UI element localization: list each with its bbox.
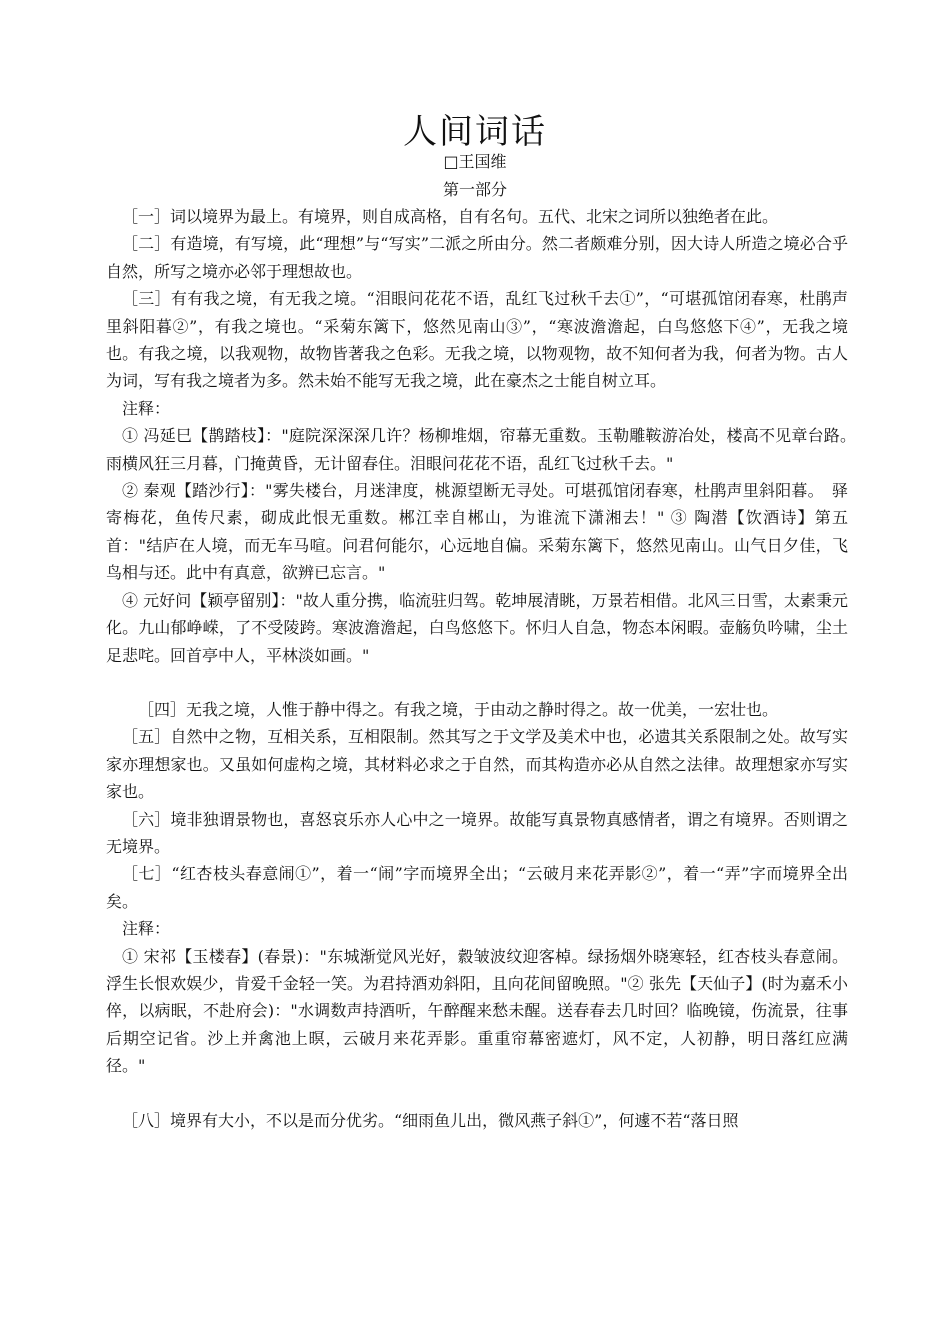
paragraph-5: ［五］自然中之物，互相关系，互相限制。然其写之于文学及美术中也，必遗其关系限制之处。故写实家亦理想家也。又虽如何虚构之境，其材料必求之于自然，而其构造亦必从自然之法律。故理想家亦写实家也。 xyxy=(106,727,848,802)
document-title: 人间词话 xyxy=(403,112,547,152)
author-line: □王国维 xyxy=(443,152,507,171)
section-heading: 第一部分 xyxy=(442,180,507,199)
note-4: ④ 元好问【颖亭留别】："故人重分携，临流驻归驾。乾坤展清眺，万景若相借。北风三日雪，太素秉元化。九山郁峥嵘，了不受陵跨。寒波澹澹起，白鸟悠悠下。怀归人自急，物态本闲暇。壶觞负吟啸，尘土足悲咤。回首亭中人，平林淡如画。" xyxy=(106,590,848,665)
paragraph-4: ［四］无我之境，人惟于静中得之。有我之境，于由动之静时得之。故一优美，一宏壮也。 xyxy=(138,699,779,719)
paragraph-6: ［六］境非独谓景物也，喜怒哀乐亦人心中之一境界。故能写真景物真感情者，谓之有境界。否则谓之无境界。 xyxy=(106,809,848,856)
notes-label-2: 注释： xyxy=(122,919,171,939)
paragraph-3: ［三］有有我之境，有无我之境。“泪眼问花花不语，乱红飞过秋千去①”，“可堪孤馆闭春寒，杜鹃声里斜阳暮②”，有我之境也。“采菊东篱下，悠然见南山③”，“寒波澹澹起，白鸟悠悠下④”，无我之境也。有我之境，以我观物，故物皆著我之色彩。无我之境，以物观物，故不知何者为我，何者为物。古人为词，写有我之境者为多。然未始不能写无我之境，此在豪杰之士能自树立耳。 xyxy=(106,289,848,391)
notes-label: 注释： xyxy=(122,398,171,418)
paragraph-7: ［七］“红杏枝头春意闹①”，着一“闹”字而境界全出；“云破月来花弄影②”，着一“弄”字而境界全出矣。 xyxy=(106,864,848,911)
paragraph-1: ［一］词以境界为最上。有境界，则自成高格，自有名句。五代、北宋之词所以独绝者在此。 xyxy=(122,207,779,226)
paragraph-8: ［八］境界有大小，不以是而分优劣。“细雨鱼儿出，微风燕子斜①”，何遽不若“落日照 xyxy=(122,1110,739,1130)
note-1-2: ① 宋祁【玉楼春】(春景)："东城渐觉风光好，縠皱波纹迎客棹。绿扬烟外晓寒轻，红杏枝头春意闹。浮生长恨欢娱少，肯爱千金轻一笑。为君持酒劝斜阳，且向花间留晚照。"② 张先【天仙子】(时为嘉禾小倅，以病眠，不赴府会)："水调数声持酒听，午醉醒来愁未醒。送春春去几时回？临晚镜，伤流景，往事后期空记省。沙上并禽池上暝，云破月来花弄影。重重帘幕密遮灯，风不定，人初静，明日落红应满径。" xyxy=(106,946,848,1076)
note-2-3: ② 秦观【踏沙行】："雾失楼台，月迷津度，桃源望断无寻处。可堪孤馆闭春寒，杜鹃声里斜阳暮。 驿寄梅花，鱼传尺素，砌成此恨无重数。郴江幸自郴山，为谁流下潇湘去！" ③ 陶潜【饮酒诗】第五首："结庐在人境，而无车马喧。问君何能尔，心远地自偏。采菊东篱下，悠然见南山。山气日夕佳，飞鸟相与还。此中有真意，欲辨已忘言。" xyxy=(106,481,848,583)
paragraph-2: ［二］有造境，有写境，此“理想”与“写实”二派之所由分。然二者颇难分别，因大诗人所造之境必合乎自然，所写之境亦必邻于理想故也。 xyxy=(106,234,848,281)
note-1: ① 冯延巳【鹊踏枝】："庭院深深深几许？杨柳堆烟，帘幕无重数。玉勒雕鞍游冶处，楼高不见章台路。 雨横风狂三月暮，门掩黄昏，无计留春住。泪眼问花花不语，乱红飞过秋千去。" xyxy=(106,426,865,473)
body-text xyxy=(106,203,865,1134)
